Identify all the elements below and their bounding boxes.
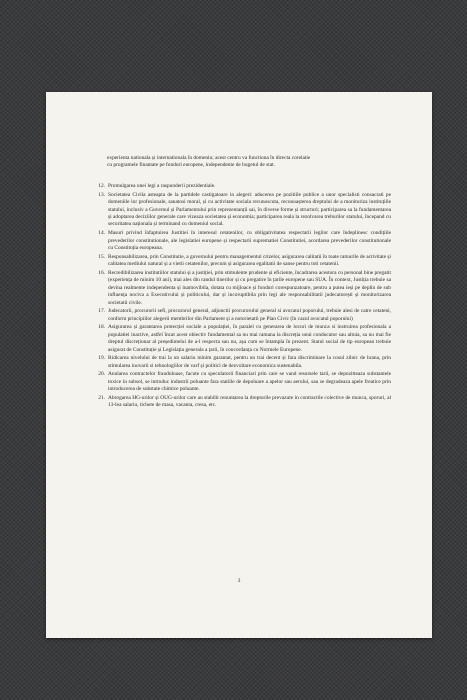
list-item [91, 355, 391, 370]
item-number: 18. [98, 324, 105, 331]
item-text: Masuri privind înfaptuirea Justitiei în interesul cetatenilor, cu obligativitatea respectarii legilor care îndeplinesc condițiile prevederilor constitutionale, ale legislatiei europene și respectarii suprematiei Constitutiei, acordarea prevederilor constitutionale cu Constituția europeana. [108, 230, 391, 251]
item-text: Promulgarea unei legi a raspunderii prezidentiale. [108, 183, 216, 189]
item-text: Responsabilizarea, prin Constitutie, a guvernului pentru managementul crizelor, asigurarea calitatii în toate ramurile de activitate și calitatea mediului natural și a vietii cetatenilor, precum și asigurarea egalitatii de sanse pentru toti cetatenii. [108, 253, 391, 268]
item-text: Societatea Civila asteapta de la partidele castigatoare in alegeri: aducerea pe pozitiile publice a unor specialisti consacrati pe domeniile lor profesionale, sanatosi moral, și cu activitate sociala recunoscuta, recunoașterea dreptului de a monitoriza instituțiile statului, inclusiv a Guvernul și Parlamentului prin reprezentanții sai, în diverse forme și structuri; participarea sa la fundamentarea și adoptarea deciziilor generale care vizeaza societatea și economia; participarea reala la rezolvarea treburilor statului, începand cu securitatea naționala și terminand cu domeniul social. [108, 191, 391, 228]
item-number: 12. [98, 183, 105, 189]
list-item [91, 254, 391, 269]
list-item [91, 371, 391, 393]
item-text: Asigurarea și garantarea protecției sociale a populației, în paralel cu generarea de locuri de munca si instruirea profesionala a populatiei inactive, astfel încat acest obiectiv fundamental sa nu mai ramana la discreția unui conducator sau altuia, sa nu mai fie dreptul discreționar al președintelui de a-l respecta sau nu, așa cum se întampla în prezent. Statul social de tip european trebuie asigurat de Constituție și Legislația generala a țarii, în concordanța cu Normele Europene. [108, 324, 391, 353]
item-number: 13. [98, 191, 105, 198]
document-page [46, 92, 432, 638]
item-number: 15. [98, 253, 105, 260]
intro-line: experienta nationala și internationala în domeniu; acest centru va functiona în directa corelatie [107, 155, 311, 161]
item-text: Ridicarea nivelului de trai la un salariu minim garantat, pentru un trai decent și fara discriminare la cosul zilnic de hrana, prin stimularea inovarii si tehnologiilor de varf și politici de dezvoltare economica sustenabila. [108, 355, 391, 369]
item-number: 14. [98, 230, 105, 237]
item-number: 20. [98, 371, 105, 378]
list-item [91, 230, 391, 252]
item-text: Anularea contractelor frauduloase, facute cu speculatorii financiari prin care se vand resursele tarii, se depozitteaza substantele toxice in subsol, se introduc industrii poluante fara statiile de depoluare a apelor sau aerului, sau se degradeaza apele freatice prin introducerea de substate chimice poluante. [108, 371, 391, 393]
list-item [91, 324, 391, 354]
intro-line: cu programele finantate pe fonduri europene, independente de bugetul de stat. [107, 162, 275, 169]
list-item [91, 183, 391, 190]
list-item [91, 395, 391, 410]
item-number: 19. [98, 355, 105, 362]
item-number: 16. [98, 269, 105, 276]
page-number: 3 [237, 578, 241, 584]
list-item [91, 192, 391, 229]
list-item [91, 270, 391, 307]
item-number: 17. [98, 308, 105, 315]
list-item [91, 308, 391, 323]
numbered-list [91, 183, 391, 411]
item-text: Abrogarea HG-urilor și OUG-urilor care au stabilit renuntarea la drepturile prevazute in contractile colective de munca, sporuri, al 13-lea salariu, tichete de masa, vacanta, cresa, etc. [108, 394, 391, 409]
item-text: Judecatorii, procurorii sefi, procurorul general, adjunctii procurorului general si avocatul poporului, trebuie alesi de catre cetateni, conform principiilor alegerii membrilor din Parlament și a notorietatii pe Plan Civic (în cazul avocatul poporului) [108, 308, 391, 322]
item-number: 21. [98, 394, 105, 401]
item-text: Recredibilizarea institutiilor statului și a justiției, prin stimulente prudente și eficiente, încadrarea acestora cu personal bine pregatit (experiența de minim 10 ani), mai ales din randul tinerilor și cu pregatire în țarile europene sau SUA. În context, Justiția trebuie sa devina realmente independenta și inamovibila, dotata cu mijloace și fonduri corespunzatoare, pentru a putea ieși pe deplin de sub influența nociva a Executivului și politicului, dar și incoruptibila prin legi ale responsabilitatii judecatorești și monitorizarea societatii civile. [108, 269, 391, 306]
intro-paragraph [107, 155, 375, 170]
